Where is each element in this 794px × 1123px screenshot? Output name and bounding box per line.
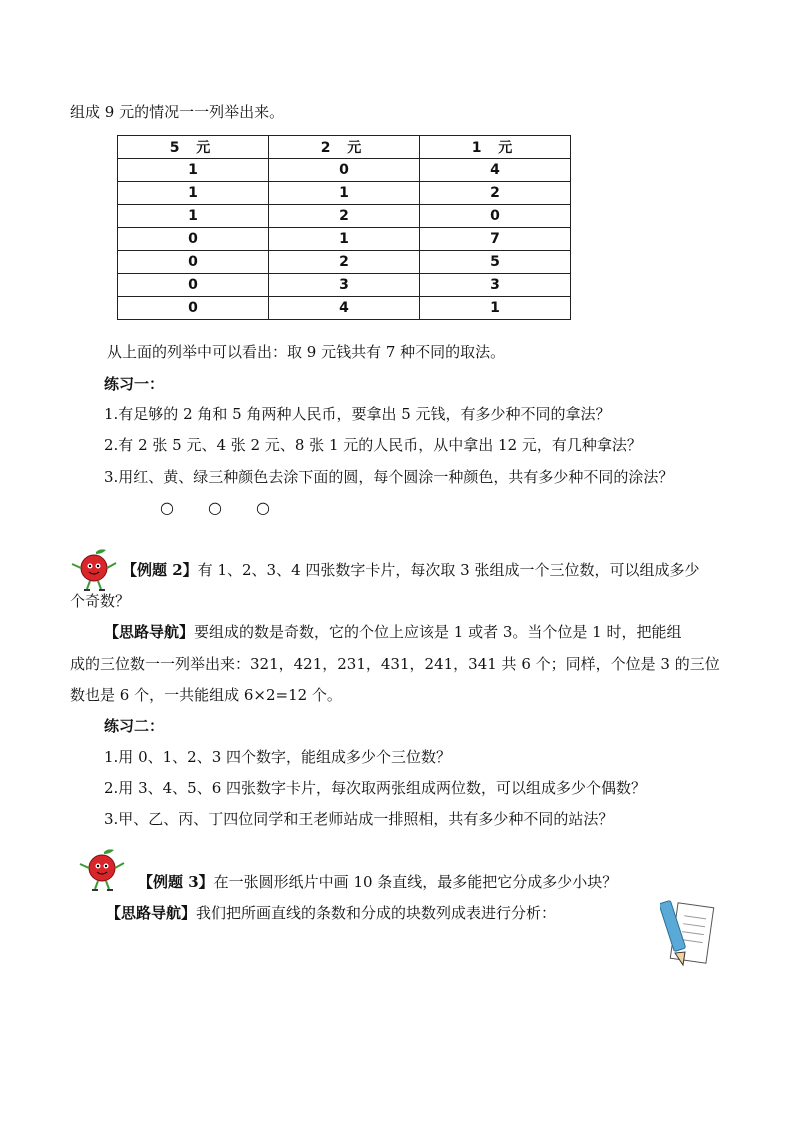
table-row bbox=[118, 205, 571, 228]
header-5yuan: 5 元 bbox=[118, 136, 269, 159]
table-cell: 5 bbox=[420, 251, 571, 274]
practice2-item-3: 3.甲、乙、丙、丁四位同学和王老师站成一排照相，共有多少种不同的站法？ bbox=[104, 810, 614, 828]
guide-text: 我们把所画直线的条数和分成的块数列成表进行分析： bbox=[196, 904, 557, 922]
practice1-item-1: 1.有足够的 2 角和 5 角两种人民币，要拿出 5 元钱，有多少种不同的拿法？ bbox=[104, 405, 611, 423]
table-cell: 4 bbox=[420, 159, 571, 182]
table-cell: 1 bbox=[118, 159, 269, 182]
practice1-item-3: 3.用红、黄、绿三种颜色去涂下面的圆，每个圆涂一种颜色，共有多少种不同的涂法？ bbox=[104, 468, 674, 486]
table-row bbox=[118, 159, 571, 182]
money-combination-table bbox=[117, 135, 571, 320]
table-cell: 1 bbox=[118, 205, 269, 228]
example2-guide-line1 bbox=[104, 622, 682, 642]
table-cell: 0 bbox=[118, 274, 269, 297]
table-cell: 0 bbox=[269, 159, 420, 182]
header-1yuan: 1 元 bbox=[420, 136, 571, 159]
practice2-title: 练习二： bbox=[104, 717, 165, 735]
example3-label: 【例题 3】 bbox=[138, 873, 214, 891]
intro-text: 组成 9 元的情况一一列举出来。 bbox=[70, 103, 285, 121]
table-cell: 0 bbox=[118, 228, 269, 251]
circle-row bbox=[160, 498, 304, 517]
pencil-paper-icon bbox=[660, 895, 716, 969]
table-row bbox=[118, 228, 571, 251]
table-cell: 1 bbox=[118, 182, 269, 205]
table-cell: 0 bbox=[118, 297, 269, 320]
example3-guide-line bbox=[106, 903, 556, 923]
table-cell: 4 bbox=[269, 297, 420, 320]
example2-guide-line2: 成的三位数一一列举出来：321，421，231，431，241，341 共 6 个；同样，个位是 3 的三位 bbox=[70, 655, 720, 673]
table-header-row bbox=[118, 136, 571, 159]
table-row bbox=[118, 182, 571, 205]
table-cell: 1 bbox=[420, 297, 571, 320]
circle-1: ○ bbox=[160, 498, 174, 517]
guide-label: 【思路导航】 bbox=[104, 623, 195, 641]
practice1-item-2: 2.有 2 张 5 元、4 张 2 元、8 张 1 元的人民币，从中拿出 12 元，有几种拿法？ bbox=[104, 436, 642, 454]
example3-text: 在一张圆形纸片中画 10 条直线，最多能把它分成多少小块？ bbox=[213, 873, 618, 891]
guide-label: 【思路导航】 bbox=[106, 904, 197, 922]
table-cell: 1 bbox=[269, 228, 420, 251]
apple-mascot-icon bbox=[74, 848, 130, 892]
table-cell: 1 bbox=[269, 182, 420, 205]
table-cell: 2 bbox=[269, 251, 420, 274]
example2-text: 有 1、2、3、4 四张数字卡片，每次取 3 张组成一个三位数，可以组成多少 bbox=[197, 561, 700, 579]
table-cell: 7 bbox=[420, 228, 571, 251]
table-cell: 2 bbox=[269, 205, 420, 228]
guide-text: 要组成的数是奇数，它的个位上应该是 1 或者 3。当个位是 1 时，把能组 bbox=[194, 623, 682, 641]
practice2-item-1: 1.用 0、1、2、3 四个数字，能组成多少个三位数？ bbox=[104, 748, 452, 766]
example2-line1 bbox=[122, 560, 699, 580]
table-row bbox=[118, 274, 571, 297]
practice1-title: 练习一： bbox=[104, 375, 165, 393]
circle-3: ○ bbox=[256, 498, 270, 517]
table-cell: 0 bbox=[420, 205, 571, 228]
table-cell: 0 bbox=[118, 251, 269, 274]
example3-line bbox=[138, 872, 617, 892]
conclusion-text: 从上面的列举中可以看出：取 9 元钱共有 7 种不同的取法。 bbox=[107, 343, 506, 361]
table-row bbox=[118, 251, 571, 274]
table-row bbox=[118, 297, 571, 320]
table-cell: 2 bbox=[420, 182, 571, 205]
table-cell: 3 bbox=[269, 274, 420, 297]
header-2yuan: 2 元 bbox=[269, 136, 420, 159]
example2-line2: 个奇数？ bbox=[70, 592, 131, 610]
circle-2: ○ bbox=[208, 498, 222, 517]
example2-label: 【例题 2】 bbox=[122, 561, 198, 579]
apple-mascot-icon bbox=[66, 548, 122, 592]
table-cell: 3 bbox=[420, 274, 571, 297]
practice2-item-2: 2.用 3、4、5、6 四张数字卡片，每次取两张组成两位数，可以组成多少个偶数？ bbox=[104, 779, 647, 797]
example2-guide-line3: 数也是 6 个，一共能组成 6×2=12 个。 bbox=[70, 686, 342, 704]
